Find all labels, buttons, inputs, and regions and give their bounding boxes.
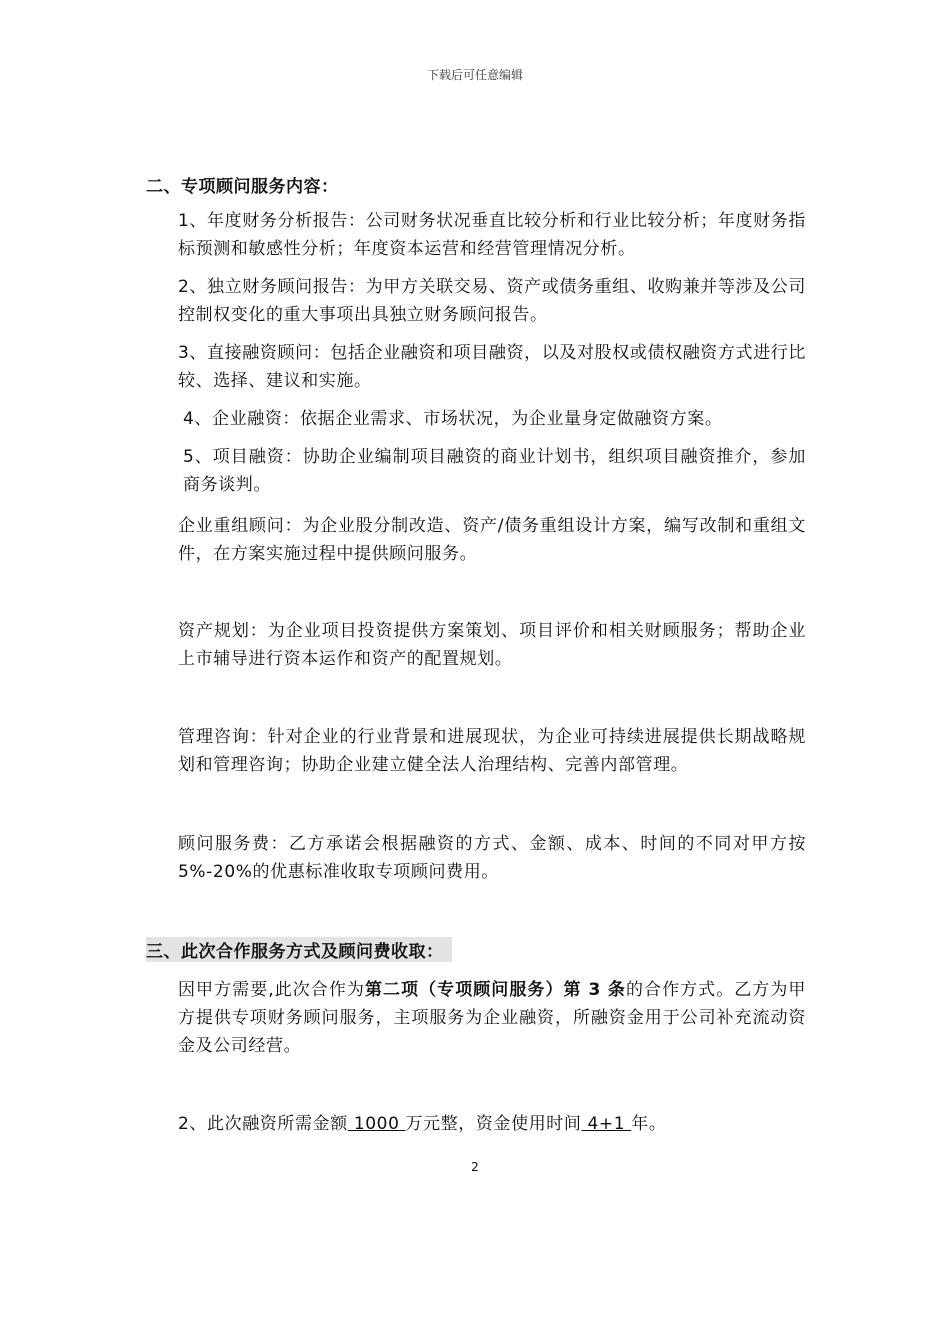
cooperation-text-b: 的合作方式。乙方为甲方提供专项财务顾问服务，主项服务为企业融资，所融资金用于公司补充流动资金及公司经营。 [178,980,807,1056]
page-header: 下载后可任意编辑 [426,68,523,82]
section-2-advisory-fee: 顾问服务费：乙方承诺会根据融资的方式、金额、成本、时间的不同对甲方按 5%-20%的优惠标准收取专项顾问费用。 [178,834,806,882]
amount-text-a: 2、此次融资所需金额 [178,1114,348,1134]
page-number: 2 [471,1160,479,1174]
usage-time-value: 4+1 [581,1114,632,1134]
section-2-item-2: 2、独立财务顾问报告：为甲方关联交易、资产或债务重组、收购兼并等涉及公司控制权变化的重大事项出具独立财务顾问报告。 [178,277,806,325]
section-3-financing-amount [178,1110,806,1138]
section-2-item-4: 4、企业融资：依据企业需求、市场状况，为企业量身定做融资方案。 [183,409,723,429]
section-2-management-consulting: 管理咨询：针对企业的行业背景和进展现状，为企业可持续进展提供长期战略规划和管理咨询；协助企业建立健全法人治理结构、完善内部管理。 [178,727,806,775]
amount-value: 1000 [347,1114,406,1134]
section-2-item-3: 3、直接融资顾问：包括企业融资和项目融资，以及对股权或债权融资方式进行比较、选择、建议和实施。 [178,343,806,391]
section-2-asset-planning: 资产规划：为企业项目投资提供方案策划、项目评价和相关财顾服务；帮助企业上市辅导进行资本运作和资产的配置规划。 [178,621,806,669]
amount-text-c: 年。 [631,1114,667,1134]
amount-text-b: 万元整，资金使用时间 [405,1114,582,1134]
section-2-item-1: 1、年度财务分析报告：公司财务状况垂直比较分析和行业比较分析；年度财务指标预测和敏感性分析；年度资本运营和经营管理情况分析。 [178,211,806,259]
section-3-cooperation-paragraph [178,976,806,1060]
section-2-heading: 二、专项顾问服务内容： [146,177,339,197]
section-2-restructuring: 企业重组顾问：为企业股分制改造、资产/债务重组设计方案，编写改制和重组文件，在方案实施过程中提供顾问服务。 [178,516,806,564]
section-2-item-5: 5、项目融资：协助企业编制项目融资的商业计划书，组织项目融资推介，参加商务谈判。 [183,447,806,495]
section-3-heading: 三、此次合作服务方式及顾问费收取： [146,937,452,962]
cooperation-text-a: 因甲方需要,此次合作为 [178,980,365,1000]
cooperation-item-reference: 第二项（专项顾问服务）第 3 条 [364,980,626,1000]
